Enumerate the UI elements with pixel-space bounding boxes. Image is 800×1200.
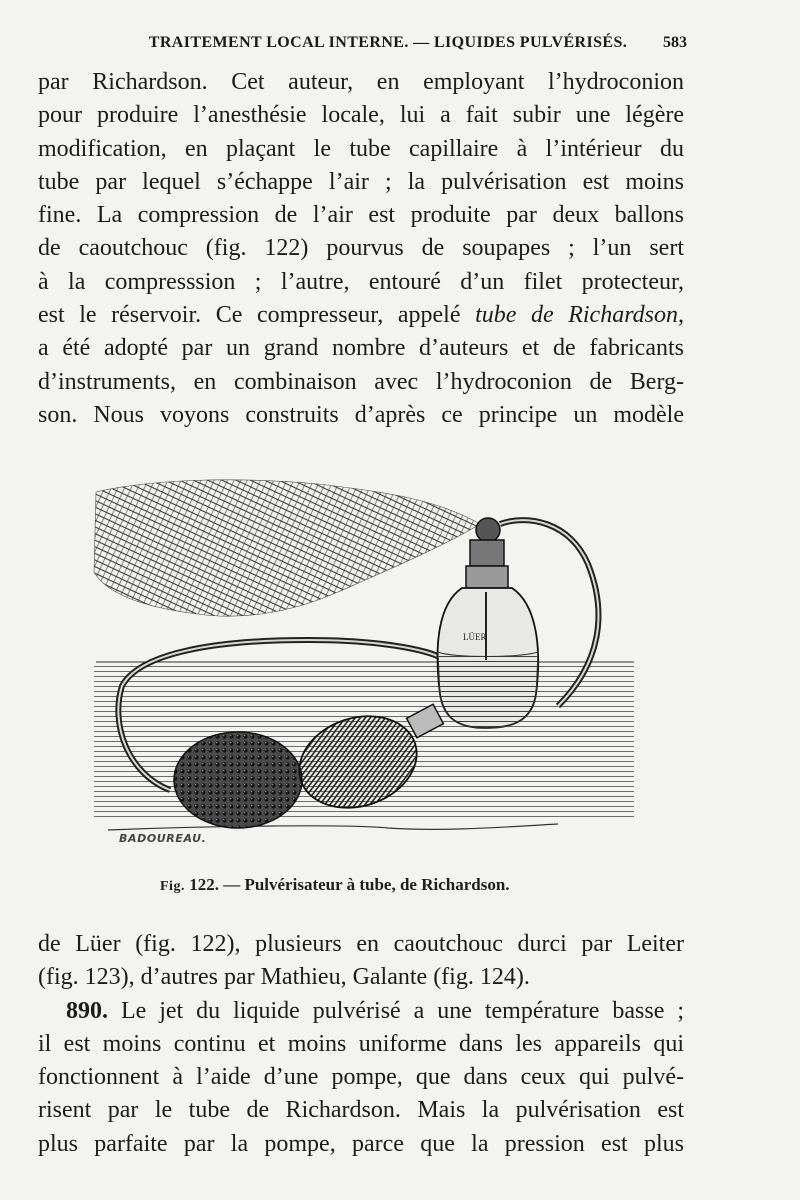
- page-number: 583: [663, 34, 687, 51]
- text-line: tube par lequel s’échappe l’air ; la pulvérisation est moins: [38, 168, 684, 195]
- caption-text: 122. — Pulvérisateur à tube, de Richardson.: [184, 875, 510, 894]
- caption-prefix: Fig.: [160, 879, 185, 894]
- text-line: a été adopté par un grand nombre d’auteurs et de fabricants: [38, 335, 684, 362]
- paragraph-top: [38, 66, 684, 432]
- paragraph-bottom: [38, 928, 684, 1161]
- text-line: de Lüer (fig. 122), plusieurs en caoutchouc durci par Leiter: [38, 931, 684, 957]
- bottle-label: LÜER: [463, 632, 487, 642]
- text-line: plus parfaite par la pompe, parce que la pression est plus: [38, 1130, 684, 1157]
- text-fragment: Le jet du liquide pulvérisé a une température basse ;: [108, 997, 684, 1024]
- text-line: de caoutchouc (fig. 122) pourvus de soupapes ; l’un sert: [38, 235, 684, 262]
- text-line: pour produire l’anesthésie locale, lui a fait subir une légère: [38, 102, 684, 129]
- text-line: fine. La compression de l’air est produite par deux ballons: [38, 202, 684, 229]
- text-line: modification, en plaçant le tube capillaire à l’intérieur du: [38, 135, 684, 162]
- richardson-atomizer-engraving: [88, 474, 648, 842]
- text-line: par Richardson. Cet auteur, en employant l’hydroconion: [38, 69, 684, 95]
- text-line: fonctionnent à l’aide d’une pompe, que dans ceux qui pulvé-: [38, 1064, 684, 1091]
- engraver-signature: BADOUREAU.: [119, 832, 207, 845]
- text-line: à la compresssion ; l’autre, entouré d’un filet protecteur,: [38, 268, 684, 295]
- section-number-890: 890.: [66, 997, 108, 1024]
- text-fragment: est le réservoir. Ce compresseur, appelé: [38, 302, 476, 329]
- text-line: son. Nous voyons construits d’après ce principe un modèle: [38, 401, 684, 428]
- running-header-title: TRAITEMENT LOCAL INTERNE. — LIQUIDES PULVÉRISÉS.: [148, 34, 628, 51]
- glass-bottle: [438, 518, 539, 728]
- reservoir-balloon: [174, 732, 302, 828]
- text-line: [38, 995, 684, 1028]
- figure-caption: [160, 875, 620, 895]
- text-line: risent par le tube de Richardson. Mais la pulvérisation est: [38, 1097, 684, 1124]
- text-line: (fig. 123), d’autres par Mathieu, Galante (fig. 124).: [38, 964, 530, 991]
- text-line: il est moins continu et moins uniforme dans les appareils qui: [38, 1030, 684, 1057]
- text-line: [38, 299, 684, 332]
- italic-term: tube de Richardson,: [475, 302, 684, 329]
- text-line: d’instruments, en combinaison avec l’hydroconion de Berg-: [38, 368, 684, 395]
- figure-illustration: [88, 474, 648, 842]
- spray-mist: [94, 480, 480, 616]
